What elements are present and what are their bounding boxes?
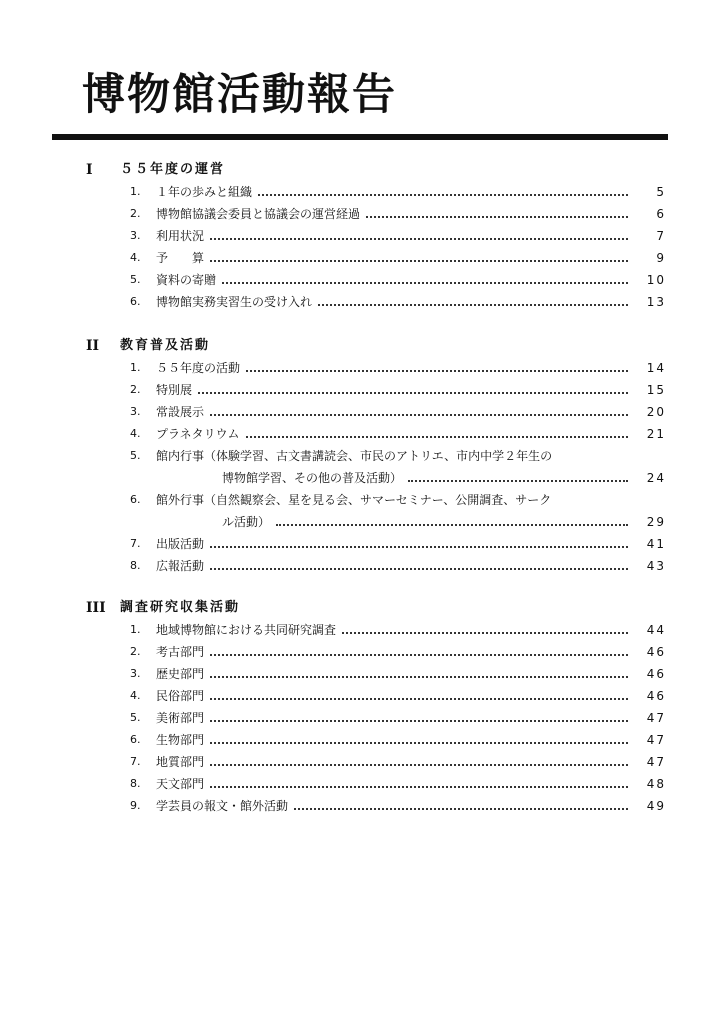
entry-label: 天文部門: [156, 777, 205, 791]
entry-label: 利用状況: [156, 229, 205, 243]
entry-number: 1.: [130, 185, 141, 198]
entry-page-number: 46: [646, 667, 666, 681]
toc-entry[interactable]: [0, 534, 720, 554]
entry-label: 博物館協議会委員と協議会の運営経過: [156, 207, 361, 221]
entry-label: 常設展示: [156, 405, 205, 419]
entry-label: 博物館実務実習生の受け入れ: [156, 295, 313, 309]
toc-entry[interactable]: [0, 182, 720, 202]
entry-page-number: 47: [646, 755, 666, 769]
toc-entry-continuation[interactable]: [0, 512, 720, 532]
toc-entry[interactable]: [0, 730, 720, 750]
dot-leader: [210, 676, 628, 678]
dot-leader: [210, 238, 628, 240]
toc-entry[interactable]: [0, 204, 720, 224]
toc-entry[interactable]: [0, 358, 720, 378]
entry-number: 1.: [130, 361, 141, 374]
dot-leader: [246, 436, 628, 438]
entry-number: 4.: [130, 251, 141, 264]
dot-leader: [276, 524, 628, 526]
dot-leader: [210, 742, 628, 744]
entry-label: 出版活動: [156, 537, 205, 551]
toc-entry[interactable]: [0, 796, 720, 816]
entry-page-number: 24: [646, 471, 666, 485]
toc-entry[interactable]: [0, 752, 720, 772]
toc-entry[interactable]: [0, 446, 720, 466]
entry-label: 館外行事（自然観察会、星を見る会、サマーセミナー、公開調査、サーク: [156, 493, 552, 507]
toc-entry[interactable]: [0, 402, 720, 422]
toc-entry[interactable]: [0, 380, 720, 400]
entry-label: 特別展: [156, 383, 193, 397]
toc-entry[interactable]: [0, 664, 720, 684]
entry-number: 3.: [130, 405, 141, 418]
entry-page-number: 21: [646, 427, 666, 441]
section-title: ５５年度の運営: [120, 162, 226, 177]
toc-entry[interactable]: [0, 248, 720, 268]
entry-number: 1.: [130, 623, 141, 636]
entry-page-number: 46: [646, 645, 666, 659]
entry-label: ５５年度の活動: [156, 361, 241, 375]
entry-number: 7.: [130, 537, 141, 550]
toc-entry[interactable]: [0, 292, 720, 312]
entry-number: 2.: [130, 383, 141, 396]
dot-leader: [318, 304, 628, 306]
entry-label: １年の歩みと組織: [156, 185, 253, 199]
entry-label: 資料の寄贈: [156, 273, 217, 287]
entry-label: 民俗部門: [156, 689, 205, 703]
dot-leader: [210, 546, 628, 548]
entry-page-number: 9: [656, 251, 666, 265]
toc-entry[interactable]: [0, 424, 720, 444]
entry-label: 歴史部門: [156, 667, 205, 681]
dot-leader: [210, 786, 628, 788]
section-heading: [0, 336, 720, 356]
dot-leader: [342, 632, 628, 634]
dot-leader: [366, 216, 628, 218]
dot-leader: [198, 392, 628, 394]
section-title: 調査研究収集活動: [120, 600, 241, 615]
entry-number: 6.: [130, 295, 141, 308]
entry-label: 広報活動: [156, 559, 205, 573]
entry-page-number: 20: [646, 405, 666, 419]
toc-entry[interactable]: [0, 686, 720, 706]
entry-number: 2.: [130, 645, 141, 658]
dot-leader: [258, 194, 628, 196]
toc-entry[interactable]: [0, 270, 720, 290]
section-heading: [0, 160, 720, 180]
entry-label: 地域博物館における共同研究調査: [156, 623, 337, 637]
entry-number: 8.: [130, 777, 141, 790]
entry-number: 5.: [130, 273, 141, 286]
section-numeral: II: [86, 338, 100, 354]
entry-label: 考古部門: [156, 645, 205, 659]
dot-leader: [210, 720, 628, 722]
toc-entry-continuation[interactable]: [0, 468, 720, 488]
toc-entry[interactable]: [0, 490, 720, 510]
entry-number: 6.: [130, 733, 141, 746]
title-rule: [52, 134, 668, 140]
toc-entry[interactable]: [0, 620, 720, 640]
entry-page-number: 29: [646, 515, 666, 529]
entry-page-number: 15: [646, 383, 666, 397]
toc-entry[interactable]: [0, 774, 720, 794]
entry-page-number: 46: [646, 689, 666, 703]
entry-number: 4.: [130, 427, 141, 440]
section-numeral: I: [86, 162, 93, 178]
entry-number: 5.: [130, 449, 141, 462]
toc-entry[interactable]: [0, 226, 720, 246]
entry-page-number: 14: [646, 361, 666, 375]
dot-leader: [246, 370, 628, 372]
dot-leader: [294, 808, 628, 810]
entry-label: 地質部門: [156, 755, 205, 769]
entry-label: 学芸員の報文・館外活動: [156, 799, 289, 813]
dot-leader: [210, 764, 628, 766]
entry-page-number: 7: [656, 229, 666, 243]
entry-page-number: 47: [646, 711, 666, 725]
entry-page-number: 6: [656, 207, 666, 221]
entry-number: 9.: [130, 799, 141, 812]
entry-label-continued: 博物館学習、その他の普及活動）: [222, 471, 403, 485]
entry-number: 4.: [130, 689, 141, 702]
entry-label: 予 算: [156, 251, 205, 265]
entry-page-number: 48: [646, 777, 666, 791]
entry-page-number: 5: [656, 185, 666, 199]
entry-number: 8.: [130, 559, 141, 572]
dot-leader: [210, 654, 628, 656]
section-title: 教育普及活動: [120, 338, 211, 353]
entry-page-number: 43: [646, 559, 666, 573]
entry-number: 2.: [130, 207, 141, 220]
entry-label: プラネタリウム: [156, 427, 240, 441]
entry-number: 3.: [130, 229, 141, 242]
dot-leader: [222, 282, 628, 284]
toc-entry[interactable]: [0, 708, 720, 728]
entry-label: 館内行事（体験学習、古文書講読会、市民のアトリエ、市内中学２年生の: [156, 449, 553, 463]
page-title: 博物館活動報告: [82, 70, 397, 120]
entry-page-number: 13: [646, 295, 666, 309]
dot-leader: [210, 698, 628, 700]
entry-page-number: 44: [646, 623, 666, 637]
toc-entry[interactable]: [0, 642, 720, 662]
dot-leader: [210, 568, 628, 570]
entry-number: 5.: [130, 711, 141, 724]
toc-entry[interactable]: [0, 556, 720, 576]
entry-number: 6.: [130, 493, 141, 506]
entry-number: 7.: [130, 755, 141, 768]
entry-page-number: 49: [646, 799, 666, 813]
entry-label: 生物部門: [156, 733, 205, 747]
entry-number: 3.: [130, 667, 141, 680]
dot-leader: [210, 260, 628, 262]
entry-page-number: 41: [646, 537, 666, 551]
entry-label: 美術部門: [156, 711, 205, 725]
dot-leader: [408, 480, 628, 482]
dot-leader: [210, 414, 628, 416]
section-heading: [0, 598, 720, 618]
entry-page-number: 10: [646, 273, 666, 287]
entry-page-number: 47: [646, 733, 666, 747]
section-numeral: III: [86, 600, 106, 616]
entry-label-continued: ル活動）: [222, 515, 271, 529]
